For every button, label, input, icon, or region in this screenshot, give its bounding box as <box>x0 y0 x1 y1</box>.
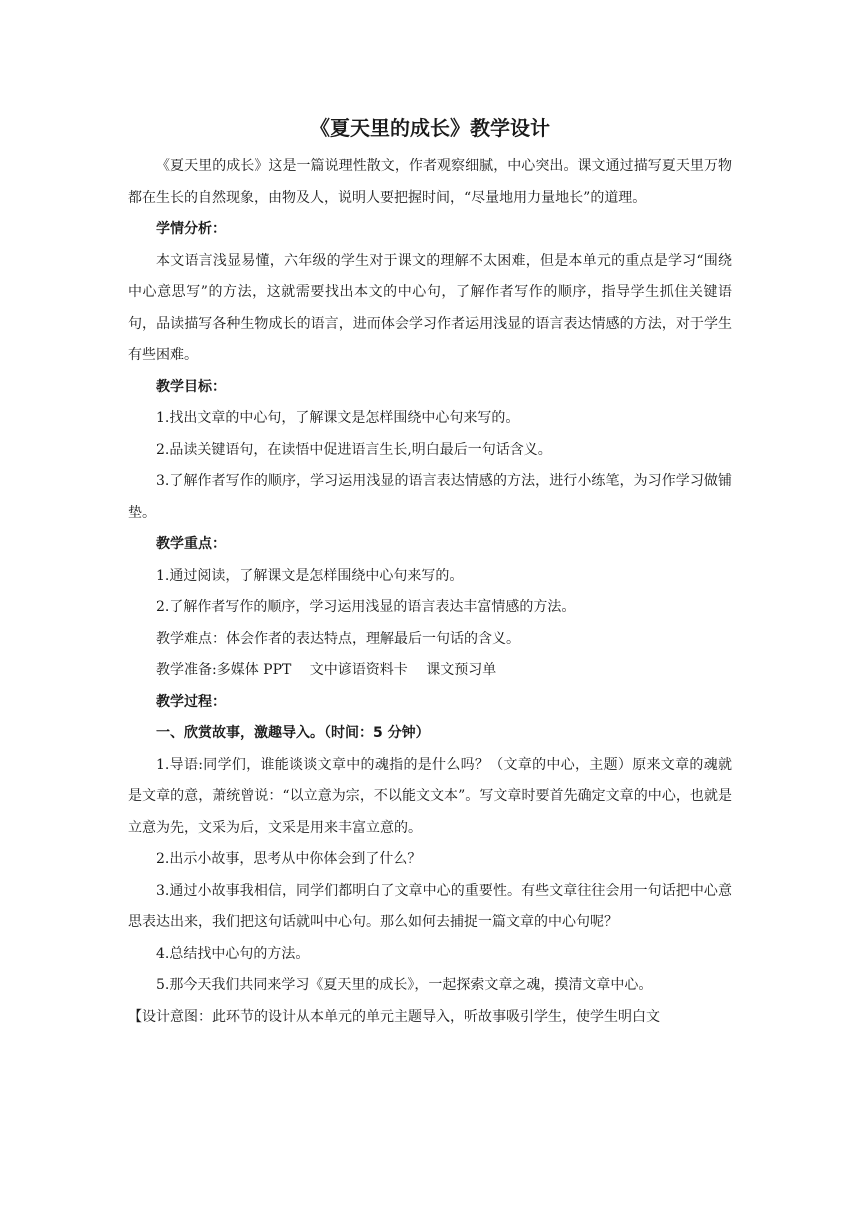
objective-item: 2.品读关键语句，在读悟中促进语言生长,明白最后一句话含义。 <box>156 441 552 458</box>
section-heading-key-points: 教学重点： <box>156 536 226 552</box>
learning-analysis-paragraph: 本文语言浅显易懂，六年级的学生对于课文的理解不太困难，但是本单元的重点是学习“围绕中心意思写”的方法，这就需要找出本文的中心句，了解作者写作的顺序，指导学生抓住关键语句，品读描写各种生物成长的语言，进而体会学习作者运用浅显的语言表达情感的方法，对于学生有些困难。 <box>128 252 732 363</box>
section-heading-objectives: 教学目标： <box>156 378 226 395</box>
document-body <box>128 151 732 1033</box>
key-point-item: 1.通过阅读，了解课文是怎样围绕中心句来写的。 <box>156 567 464 584</box>
intro-paragraph: 《夏天里的成长》这是一篇说理性散文，作者观察细腻，中心突出。课文通过描写夏天里万物都在生长的自然现象，由物及人，说明人要把握时间，“尽量地用力量地长”的道理。 <box>128 158 732 206</box>
process-step: 2.出示小故事，思考从中你体会到了什么？ <box>156 851 422 867</box>
process-step: 4.总结找中心句的方法。 <box>156 945 310 962</box>
document-title: 《夏天里的成长》教学设计 <box>310 116 550 140</box>
section-heading-learning-analysis: 学情分析： <box>156 221 226 237</box>
process-step: 3.通过小故事我相信，同学们都明白了文章中心的重要性。有些文章往往会用一句话把中心意思表达出来，我们把这句话就叫中心句。那么如何去捕捉一篇文章的中心句呢？ <box>128 882 732 930</box>
design-intent-paragraph: 【设计意图：此环节的设计从本单元的单元主题导入，听故事吸引学生，使学生明白文 <box>128 1008 660 1025</box>
preparation-paragraph: 教学准备:多媒体 PPT 文中谚语资料卡 课文预习单 <box>156 662 497 678</box>
objective-item: 1.找出文章的中心句，了解课文是怎样围绕中心句来写的。 <box>156 410 520 426</box>
section-heading-process: 教学过程： <box>156 693 226 710</box>
subsection-heading-intro: 一、欣赏故事，激趣导入。（时间：5 分钟） <box>156 725 430 741</box>
key-point-item: 2.了解作者写作的顺序，学习运用浅显的语言表达丰富情感的方法。 <box>156 599 576 615</box>
objective-item: 3.了解作者写作的顺序，学习运用浅显的语言表达情感的方法，进行小练笔，为习作学习做铺垫。 <box>128 473 732 521</box>
process-step: 5.那今天我们共同来学习《夏天里的成长》，一起探索文章之魂，摸清文章中心。 <box>156 977 653 993</box>
difficulty-paragraph: 教学难点：体会作者的表达特点，理解最后一句话的含义。 <box>156 630 520 647</box>
process-step: 1.导语:同学们，谁能谈谈文章中的魂指的是什么吗？（文章的中心，主题）原来文章的魂就是文章的意，萧统曾说：“以立意为宗，不以能文文本”。写文章时要首先确定文章的中心，也就是立意为先，文采为后，文采是用来丰富立意的。 <box>128 756 732 836</box>
